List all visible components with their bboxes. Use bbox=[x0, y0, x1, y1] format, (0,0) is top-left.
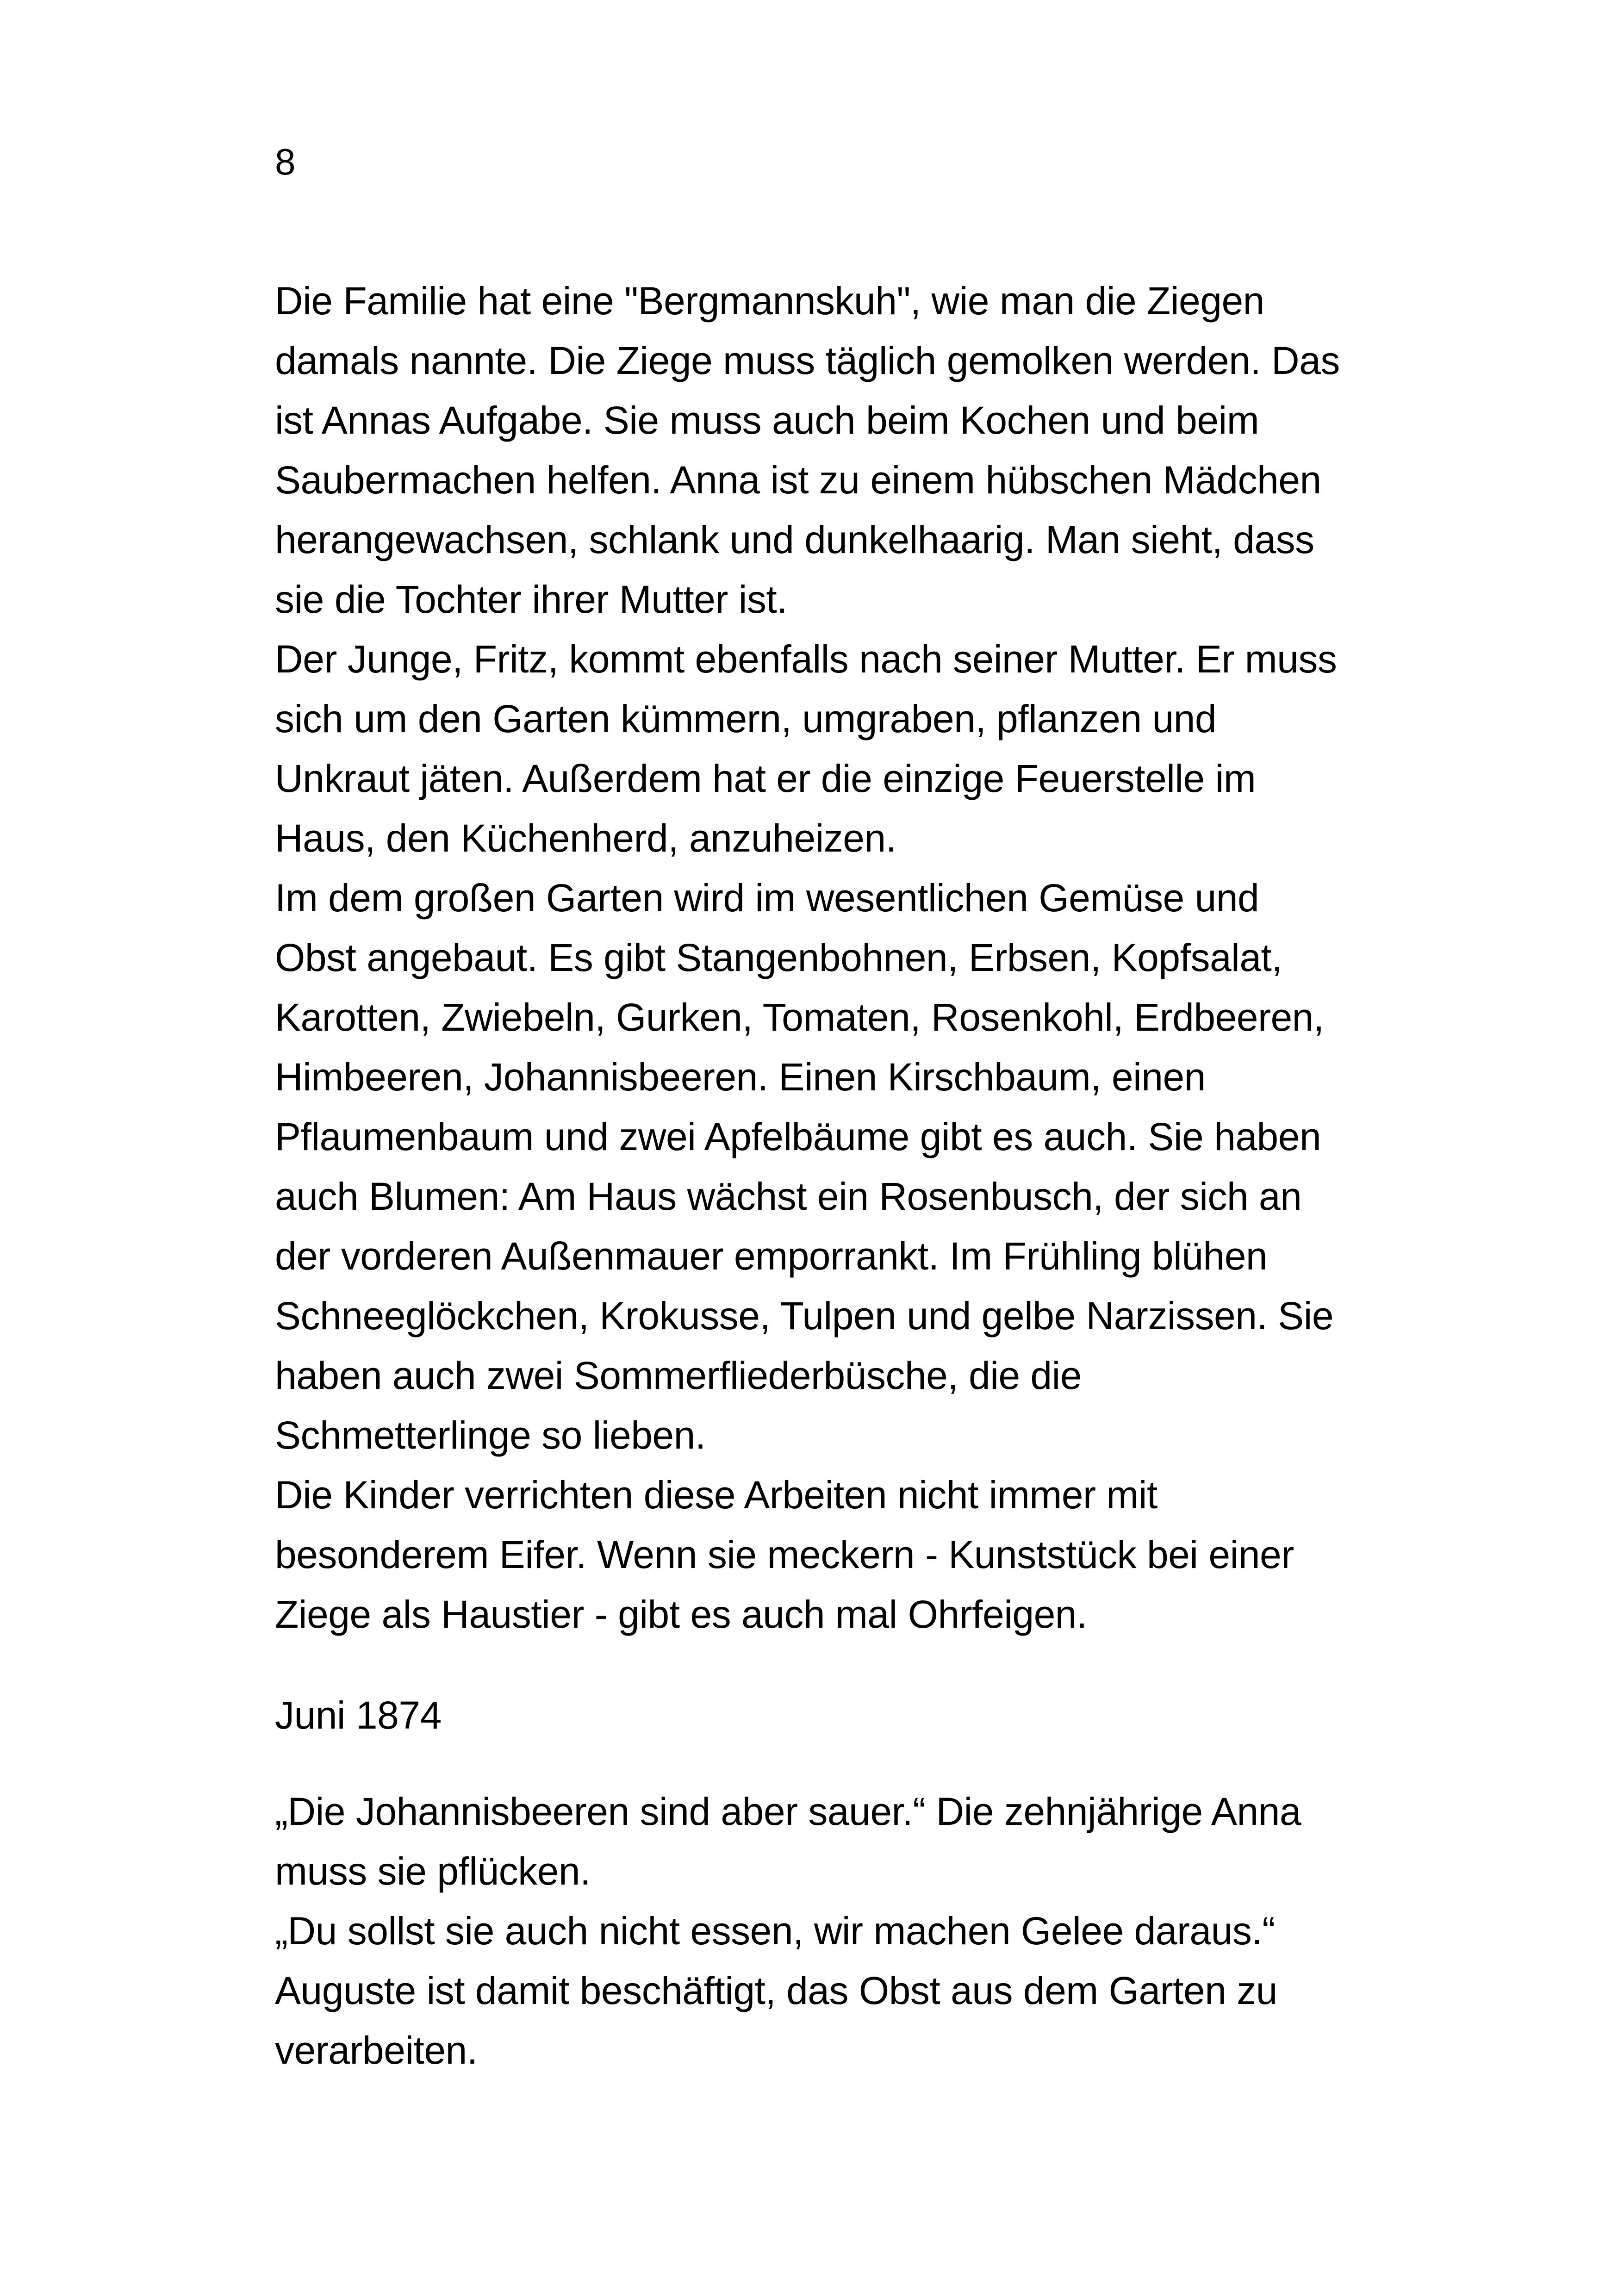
text-line: Karotten, Zwiebeln, Gurken, Tomaten, Rosenkohl, Erdbeeren, bbox=[275, 996, 1324, 1039]
text-line: haben auch zwei Sommerfliederbüsche, die die bbox=[275, 1354, 1082, 1397]
text-line: damals nannte. Die Ziege muss täglich gemolken werden. Das bbox=[275, 339, 1340, 382]
text-line: besonderem Eifer. Wenn sie meckern - Kunststück bei einer bbox=[275, 1533, 1294, 1576]
text-line: Auguste ist damit beschäftigt, das Obst aus dem Garten zu bbox=[275, 1969, 1277, 2012]
paragraph-family-and-garden bbox=[275, 271, 1395, 1644]
paragraph-johannisbeeren bbox=[275, 1782, 1395, 2080]
text-line: Schmetterlinge so lieben. bbox=[275, 1413, 706, 1457]
text-line: Haus, den Küchenherd, anzuheizen. bbox=[275, 816, 896, 860]
text-line: verarbeiten. bbox=[275, 2028, 478, 2072]
date-heading: Juni 1874 bbox=[275, 1693, 442, 1737]
text-line: ist Annas Aufgabe. Sie muss auch beim Kochen und beim bbox=[275, 398, 1259, 442]
text-line: Die Familie hat eine "Bergmannskuh", wie man die Ziegen bbox=[275, 279, 1264, 323]
text-line: Im dem großen Garten wird im wesentlichen Gemüse und bbox=[275, 876, 1259, 920]
text-line: der vorderen Außenmauer emporrankt. Im Frühling blühen bbox=[275, 1234, 1268, 1278]
text-line: „Die Johannisbeeren sind aber sauer.“ Die zehnjährige Anna bbox=[275, 1790, 1301, 1833]
text-line: Ziege als Haustier - gibt es auch mal Ohrfeigen. bbox=[275, 1593, 1087, 1636]
text-line: herangewachsen, schlank und dunkelhaarig. Man sieht, dass bbox=[275, 518, 1314, 561]
text-line: Himbeeren, Johannisbeeren. Einen Kirschbaum, einen bbox=[275, 1055, 1206, 1099]
text-line: Pflaumenbaum und zwei Apfelbäume gibt es auch. Sie haben bbox=[275, 1115, 1321, 1158]
page-number: 8 bbox=[275, 141, 296, 182]
text-line: muss sie pflücken. bbox=[275, 1849, 591, 1893]
text-line: „Du sollst sie auch nicht essen, wir machen Gelee daraus.“ bbox=[275, 1909, 1275, 1953]
text-line: Schneeglöckchen, Krokusse, Tulpen und gelbe Narzissen. Sie bbox=[275, 1294, 1334, 1338]
text-line: auch Blumen: Am Haus wächst ein Rosenbusch, der sich an bbox=[275, 1175, 1302, 1218]
text-line: Obst angebaut. Es gibt Stangenbohnen, Erbsen, Kopfsalat, bbox=[275, 936, 1282, 979]
text-line: Die Kinder verrichten diese Arbeiten nicht immer mit bbox=[275, 1473, 1157, 1517]
text-line: Saubermachen helfen. Anna ist zu einem hübschen Mädchen bbox=[275, 458, 1321, 502]
text-line: sich um den Garten kümmern, umgraben, pflanzen und bbox=[275, 697, 1217, 740]
text-line: Der Junge, Fritz, kommt ebenfalls nach seiner Mutter. Er muss bbox=[275, 637, 1337, 681]
text-line: Unkraut jäten. Außerdem hat er die einzige Feuerstelle im bbox=[275, 757, 1256, 800]
text-line: sie die Tochter ihrer Mutter ist. bbox=[275, 578, 788, 621]
